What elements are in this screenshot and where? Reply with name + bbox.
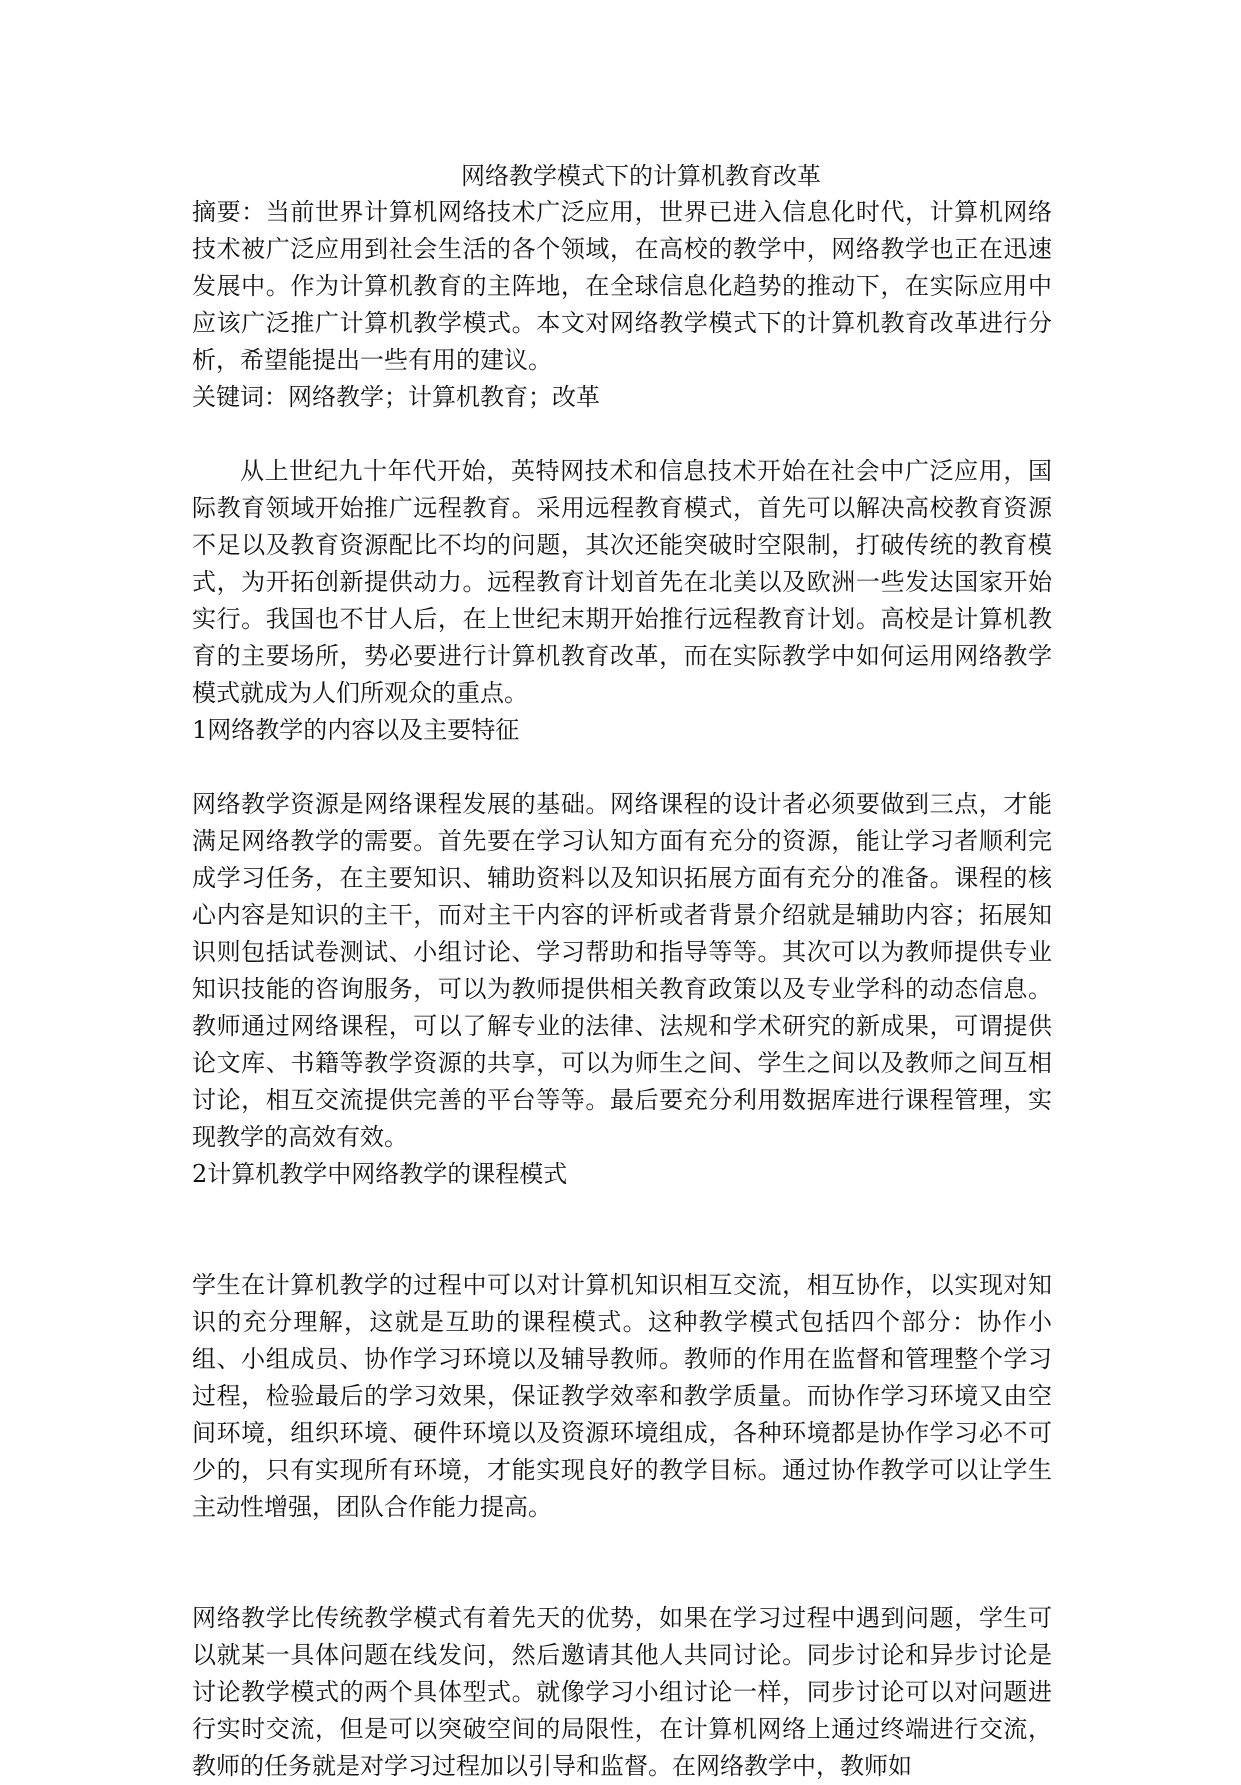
document-page <box>192 158 1052 1785</box>
spacer <box>192 749 1052 786</box>
section-1-heading: 1网络教学的内容以及主要特征 <box>192 716 520 744</box>
keywords-line: 关键词：网络教学；计算机教育；改革 <box>192 383 600 411</box>
spacer <box>192 1193 1052 1267</box>
spacer <box>192 416 1052 453</box>
section-1-paragraph: 网络教学资源是网络课程发展的基础。网络课程的设计者必须要做到三点，才能满足网络教学的需要。首先要在学习认知方面有充分的资源，能让学习者顺利完成学习任务，在主要知识、辅助资料以及知识拓展方面有充分的准备。课程的核心内容是知识的主干，而对主干内容的评析或者背景介绍就是辅助内容；拓展知识则包括试卷测试、小组讨论、学习帮助和指导等等。其次可以为教师提供专业知识技能的咨询服务，可以为教师提供相关教育政策以及专业学科的动态信息。教师通过网络课程，可以了解专业的法律、法规和学术研究的新成果，可谓提供论文库、书籍等教学资源的共享，可以为师生之间、学生之间以及教师之间互相讨论，相互交流提供完善的平台等等。最后要充分利用数据库进行课程管理，实现教学的高效有效。 <box>192 790 1052 1151</box>
abstract-paragraph: 摘要：当前世界计算机网络技术广泛应用，世界已进入信息化时代，计算机网络技术被广泛应用到社会生活的各个领域，在高校的教学中，网络教学也正在迅速发展中。作为计算机教育的主阵地，在全球信息化趋势的推动下，在实际应用中应该广泛推广计算机教学模式。本文对网络教学模式下的计算机教育改革进行分析，希望能提出一些有用的建议。 <box>192 198 1052 374</box>
section-2-paragraph-1: 学生在计算机教学的过程中可以对计算机知识相互交流，相互协作，以实现对知识的充分理解，这就是互助的课程模式。这种教学模式包括四个部分：协作小组、小组成员、协作学习环境以及辅导教师。教师的作用在监督和管理整个学习过程，检验最后的学习效果，保证教学效率和教学质量。而协作学习环境又由空间环境，组织环境、硬件环境以及资源环境组成，各种环境都是协作学习必不可少的，只有实现所有环境，才能实现良好的教学目标。通过协作教学可以让学生主动性增强，团队合作能力提高。 <box>192 1271 1052 1521</box>
section-2-paragraph-2: 网络教学比传统教学模式有着先天的优势，如果在学习过程中遇到问题，学生可以就某一具体问题在线发问，然后邀请其他人共同讨论。同步讨论和异步讨论是讨论教学模式的两个具体型式。就像学习小组讨论一样，同步讨论可以对问题进行实时交流，但是可以突破空间的局限性，在计算机网络上通过终端进行交流，教师的任务就是对学习过程加以引导和监督。在网络教学中，教师如 <box>192 1604 1052 1780</box>
spacer <box>192 1526 1052 1600</box>
document-title: 网络教学模式下的计算机教育改革 <box>461 162 821 190</box>
section-2-heading: 2计算机教学中网络教学的课程模式 <box>192 1160 568 1188</box>
intro-paragraph: 从上世纪九十年代开始，英特网技术和信息技术开始在社会中广泛应用，国际教育领域开始推广远程教育。采用远程教育模式，首先可以解决高校教育资源不足以及教育资源配比不均的问题，其次还能突破时空限制，打破传统的教育模式，为开拓创新提供动力。远程教育计划首先在北美以及欧洲一些发达国家开始实行。我国也不甘人后，在上世纪末期开始推行远程教育计划。高校是计算机教育的主要场所，势必要进行计算机教育改革，而在实际教学中如何运用网络教学模式就成为人们所观众的重点。 <box>192 457 1052 707</box>
